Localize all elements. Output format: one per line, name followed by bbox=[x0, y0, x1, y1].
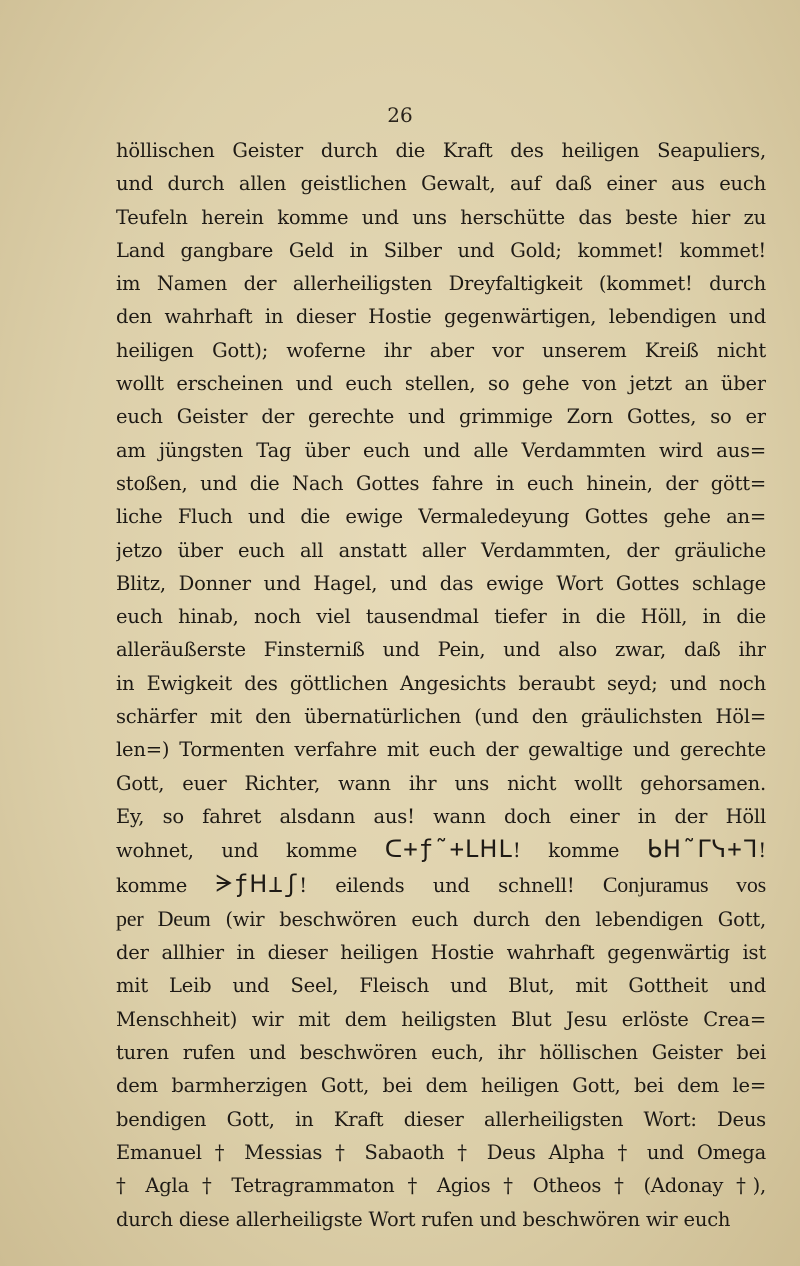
magic-glyph-word: ᑕ+ƒ῀+ᒪᕼᒪ bbox=[384, 835, 513, 864]
page-number: 26 bbox=[387, 103, 413, 127]
text-line-with-glyphs bbox=[116, 868, 766, 902]
line-text: komme bbox=[116, 873, 188, 897]
text-line: len=) Tormenten verfahre mit euch der gewaltige und gerechte bbox=[116, 738, 766, 762]
line-text: ! komme bbox=[512, 839, 620, 863]
text-line: am jüngsten Tag über euch und alle Verdammten wird aus= bbox=[116, 438, 766, 462]
text-line: Emanuel † Messias † Sabaoth † Deus Alpha † und Omega bbox=[116, 1140, 766, 1164]
magic-glyph-word: ᗒƒᕼ⊥ʃ bbox=[215, 869, 300, 898]
text-line: den wahrhaft in dieser Hostie gegenwärtigen, lebendigen und bbox=[116, 305, 766, 329]
text-line: liche Fluch und die ewige Vermaledeyung Gottes gehe an= bbox=[116, 505, 766, 529]
text-line-with-glyphs bbox=[116, 833, 766, 867]
line-text: wohnet, und komme bbox=[116, 839, 358, 863]
text-line: alleräußerste Finsterniß und Pein, und also zwar, daß ihr bbox=[116, 638, 766, 662]
text-line: stoßen, und die Nach Gottes fahre in euch hinein, der gött= bbox=[116, 471, 766, 495]
text-line bbox=[116, 902, 766, 936]
text-line: der allhier in dieser heiligen Hostie wahrhaft gegenwärtig ist bbox=[116, 941, 766, 965]
line-text: (wir beschwören euch durch den lebendigen Gott, bbox=[225, 907, 766, 931]
text-line: Ey, so fahret alsdann aus! wann doch einer in der Höll bbox=[116, 804, 766, 828]
line-text: ! bbox=[758, 839, 766, 863]
text-line: heiligen Gott); woferne ihr aber vor unserem Kreiß nicht bbox=[116, 338, 766, 362]
text-line: Teufeln herein komme und uns herschütte das beste hier zu bbox=[116, 205, 766, 229]
text-line: im Namen der allerheiligsten Dreyfaltigkeit (kommet! durch bbox=[116, 272, 766, 296]
text-line: schärfer mit den übernatürlichen (und den gräulichsten Höl= bbox=[116, 705, 766, 729]
text-line: durch diese allerheiligste Wort rufen und beschwören wir euch bbox=[116, 1207, 731, 1231]
text-line: wollt erscheinen und euch stellen, so gehe von jetzt an über bbox=[116, 372, 766, 396]
latin-text: per Deum bbox=[116, 905, 211, 931]
text-line: euch hinab, noch viel tausendmal tiefer in die Höll, in die bbox=[116, 605, 766, 629]
text-line: höllischen Geister durch die Kraft des heiligen Seapuliers, bbox=[116, 139, 766, 162]
body-text bbox=[116, 134, 766, 1236]
text-line: in Ewigkeit des göttlichen Angesichts beraubt seyd; und noch bbox=[116, 671, 766, 695]
text-line: Land gangbare Geld in Silber und Gold; kommet! kommet! bbox=[116, 238, 766, 262]
line-text: ! eilends und schnell! bbox=[299, 873, 575, 897]
magic-glyph-word: ᑲᕼ῀ᒥᓭ+ᒣ bbox=[646, 835, 759, 864]
text-line: dem barmherzigen Gott, bei dem heiligen Gott, bei dem le= bbox=[116, 1074, 766, 1098]
text-line: bendigen Gott, in Kraft dieser allerheiligsten Wort: Deus bbox=[116, 1107, 766, 1131]
text-line: und durch allen geistlichen Gewalt, auf daß einer aus euch bbox=[116, 172, 766, 196]
latin-text: Conjuramus vos bbox=[602, 871, 766, 897]
text-line: Menschheit) wir mit dem heiligsten Blut Jesu erlöste Crea= bbox=[116, 1007, 766, 1031]
text-line: euch Geister der gerechte und grimmige Zorn Gottes, so er bbox=[116, 405, 766, 429]
text-line: turen rufen und beschwören euch, ihr höllischen Geister bei bbox=[116, 1041, 766, 1065]
text-line: † Agla † Tetragrammaton † Agios † Otheos † (Adonay †), bbox=[116, 1174, 766, 1198]
text-line: Gott, euer Richter, wann ihr uns nicht wollt gehorsamen. bbox=[116, 771, 766, 795]
text-line: jetzo über euch all anstatt aller Verdammten, der gräuliche bbox=[116, 538, 766, 562]
text-line: Blitz, Donner und Hagel, und das ewige Wort Gottes schlage bbox=[116, 571, 766, 595]
text-line: mit Leib und Seel, Fleisch und Blut, mit Gottheit und bbox=[116, 974, 766, 998]
